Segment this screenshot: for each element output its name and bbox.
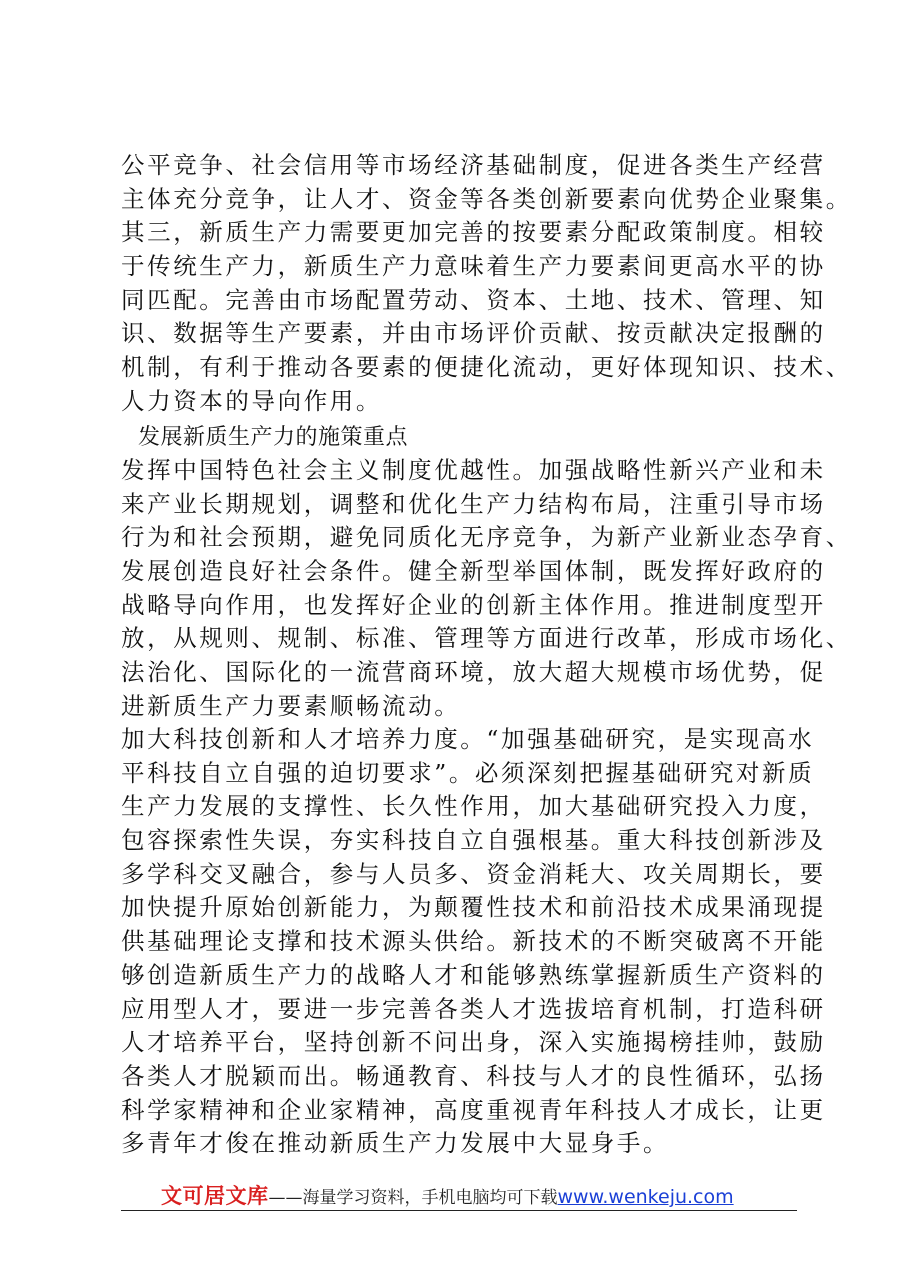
text-line: 多青年才俊在推动新质生产力发展中大显身手。 bbox=[121, 1129, 670, 1158]
text-line: 各类人才脱颖而出。畅通教育、科技与人才的良性循环，弘扬 bbox=[121, 1061, 826, 1090]
paragraph-3 bbox=[121, 723, 826, 1161]
text-line: 发挥中国特色社会主义制度优越性。加强战略性新兴产业和未 bbox=[121, 456, 826, 484]
paragraph-1 bbox=[121, 149, 852, 419]
text-line: 识、数据等生产要素，并由市场评价贡献、按贡献决定报酬的 bbox=[121, 319, 826, 348]
text-line: 多学科交叉融合，参与人员多、资金消耗大、攻关周期长，要 bbox=[121, 859, 826, 888]
text-line: 机制，有利于推动各要素的便捷化流动，更好体现知识、技术、 bbox=[121, 353, 852, 382]
text-line: 战略导向作用，也发挥好企业的创新主体作用。推进制度型开 bbox=[121, 590, 826, 619]
text-line: 平科技自立自强的迫切要求”。必须深刻把握基础研究对新质 bbox=[121, 758, 815, 787]
section-heading: 发展新质生产力的施策重点 bbox=[138, 425, 409, 450]
paragraph-2 bbox=[121, 454, 852, 724]
text-line: 进新质生产力要素顺畅流动。 bbox=[121, 691, 461, 720]
text-line: 其三，新质生产力需要更加完善的按要素分配政策制度。相较 bbox=[121, 218, 826, 247]
text-line: 公平竞争、社会信用等市场经济基础制度，促进各类生产经营 bbox=[121, 151, 826, 179]
text-line: 发展创造良好社会条件。健全新型举国体制，既发挥好政府的 bbox=[121, 557, 826, 586]
text-line: 人力资本的导向作用。 bbox=[121, 386, 382, 415]
footer-divider bbox=[121, 1210, 797, 1211]
text-line: 加快提升原始创新能力，为颠覆性技术和前沿技术成果涌现提 bbox=[121, 893, 826, 922]
text-line: 来产业长期规划，调整和优化生产力结构布局，注重引导市场 bbox=[121, 489, 826, 518]
text-line: 放，从规则、规制、标准、管理等方面进行改革，形成市场化、 bbox=[121, 624, 852, 653]
text-line: 同匹配。完善由市场配置劳动、资本、土地、技术、管理、知 bbox=[121, 285, 826, 314]
text-line: 法治化、国际化的一流营商环境，放大超大规模市场优势，促 bbox=[121, 658, 826, 687]
text-line: 人才培养平台，坚持创新不问出身，深入实施揭榜挂帅，鼓励 bbox=[121, 1028, 826, 1057]
footer-website-link[interactable]: www.wenkeju.com bbox=[557, 1186, 734, 1208]
footer-tagline: ——海量学习资料，手机电脑均可下载 bbox=[268, 1188, 558, 1208]
text-line: 够创造新质生产力的战略人才和能够熟练掌握新质生产资料的 bbox=[121, 960, 826, 989]
text-line: 应用型人才，要进一步完善各类人才选拔培育机制，打造科研 bbox=[121, 994, 826, 1023]
text-line: 科学家精神和企业家精神，高度重视青年科技人才成长，让更 bbox=[121, 1095, 826, 1124]
text-line: 行为和社会预期，避免同质化无序竞争，为新产业新业态孕育、 bbox=[121, 523, 852, 552]
text-line: 生产力发展的支撑性、长久性作用，加大基础研究投入力度， bbox=[121, 792, 826, 821]
page-footer bbox=[121, 1174, 797, 1214]
text-line: 于传统生产力，新质生产力意味着生产力要素间更高水平的协 bbox=[121, 252, 826, 281]
text-line: 主体充分竞争，让人才、资金等各类创新要素向优势企业聚集。 bbox=[121, 184, 852, 213]
text-line: 加大科技创新和人才培养力度。“加强基础研究，是实现高水 bbox=[121, 725, 815, 753]
footer-brand: 文可居文库 bbox=[161, 1184, 269, 1208]
text-line: 包容探索性失误，夯实科技自立自强根基。重大科技创新涉及 bbox=[121, 826, 826, 855]
footer-text bbox=[161, 1180, 734, 1210]
text-line: 供基础理论支撑和技术源头供给。新技术的不断突破离不开能 bbox=[121, 927, 826, 956]
